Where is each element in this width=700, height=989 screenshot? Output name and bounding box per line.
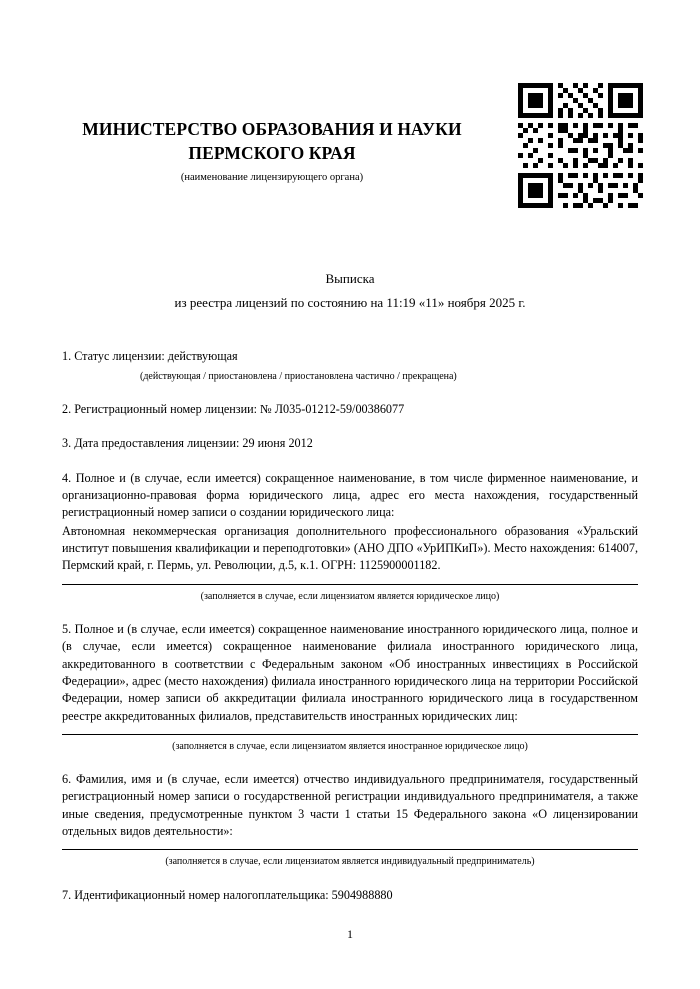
divider bbox=[62, 584, 638, 585]
title-line-1: МИНИСТЕРСТВО ОБРАЗОВАНИЯ И НАУКИ bbox=[82, 119, 462, 139]
header-subtitle: (наименование лицензирующего органа) bbox=[180, 172, 364, 184]
item-5 bbox=[62, 621, 638, 754]
page-number: 1 bbox=[347, 927, 353, 941]
divider bbox=[62, 734, 638, 735]
item-2-text: 2. Регистрационный номер лицензии: № Л035-01212-59/00386077 bbox=[62, 402, 405, 417]
document-header bbox=[62, 0, 482, 183]
item-6-note: (заполняется в случае, если лицензиатом является индивидуальный предприниматель) bbox=[165, 856, 535, 868]
doc-registry-line: из реестра лицензий по состоянию на 11:19 «11» ноября 2025 г. bbox=[174, 295, 526, 311]
item-3 bbox=[62, 435, 638, 452]
item-2 bbox=[62, 401, 638, 418]
page-title bbox=[62, 118, 482, 165]
document-subtitle-block bbox=[62, 269, 638, 313]
item-4-note: (заполняется в случае, если лицензиатом является юридическое лицо) bbox=[200, 590, 500, 602]
item-4-value: Автономная некоммерческая организация дополнительного профессионального образования «Уральский институт повышения квалификации и переподготовки» (АНО ДПО «УрИПКиП»). Место нахождения: 614007, Пермский край, г. Пермь, ул. Революции, д.5, к.1. ОГРН: 1125900001182. bbox=[62, 523, 638, 573]
document-items bbox=[62, 348, 638, 904]
item-4-text: 4. Полное и (в случае, если имеется) сокращенное наименование, в том числе фирменное наименование, и организационно-правовая форма юридического лица, адрес его места нахождения, государственный регистрационный номер записи о создании юридического лица: bbox=[62, 470, 638, 520]
item-5-text: 5. Полное и (в случае, если имеется) сокращенное наименование иностранного юридического лица, полное и (в случае, если имеется) сокращенное наименование филиала иностранного юридического лица, аккредитованного в соответствии с Федеральным законом «Об иностранных инвестициях в Российской Федерации», адрес (место нахождения) филиала иностранного юридического лица на территории Российской Федерации, номер записи об аккредитации филиала иностранного юридического лица в государственном реестре аккредитованных филиалов, представительств иностранных юридических лиц: bbox=[62, 621, 638, 723]
item-7 bbox=[62, 887, 638, 904]
title-line-2: ПЕРМСКОГО КРАЯ bbox=[188, 142, 356, 163]
item-3-text: 3. Дата предоставления лицензии: 29 июня 2012 bbox=[62, 436, 313, 451]
item-6-text: 6. Фамилия, имя и (в случае, если имеется) отчество индивидуального предпринимателя, государственный регистрационный номер записи о государственной регистрации индивидуального предпринимателя, а также иные сведения, предусмотренные пунктом 3 части 1 статьи 15 Федерального закона «О лицензировании отдельных видов деятельности»: bbox=[62, 772, 638, 838]
item-1-text: 1. Статус лицензии: действующая bbox=[62, 348, 238, 363]
item-1 bbox=[62, 348, 638, 385]
item-4 bbox=[62, 470, 638, 604]
doc-type-label: Выписка bbox=[325, 271, 375, 287]
item-7-text: 7. Идентификационный номер налогоплательщика: 5904988880 bbox=[62, 887, 393, 902]
item-5-note: (заполняется в случае, если лицензиатом является иностранное юридическое лицо) bbox=[172, 740, 528, 752]
item-6 bbox=[62, 771, 638, 870]
item-1-note: (действующая / приостановлена / приостановлена частично / прекращена) bbox=[140, 370, 457, 382]
qr-code-icon bbox=[518, 83, 643, 208]
divider bbox=[62, 849, 638, 850]
